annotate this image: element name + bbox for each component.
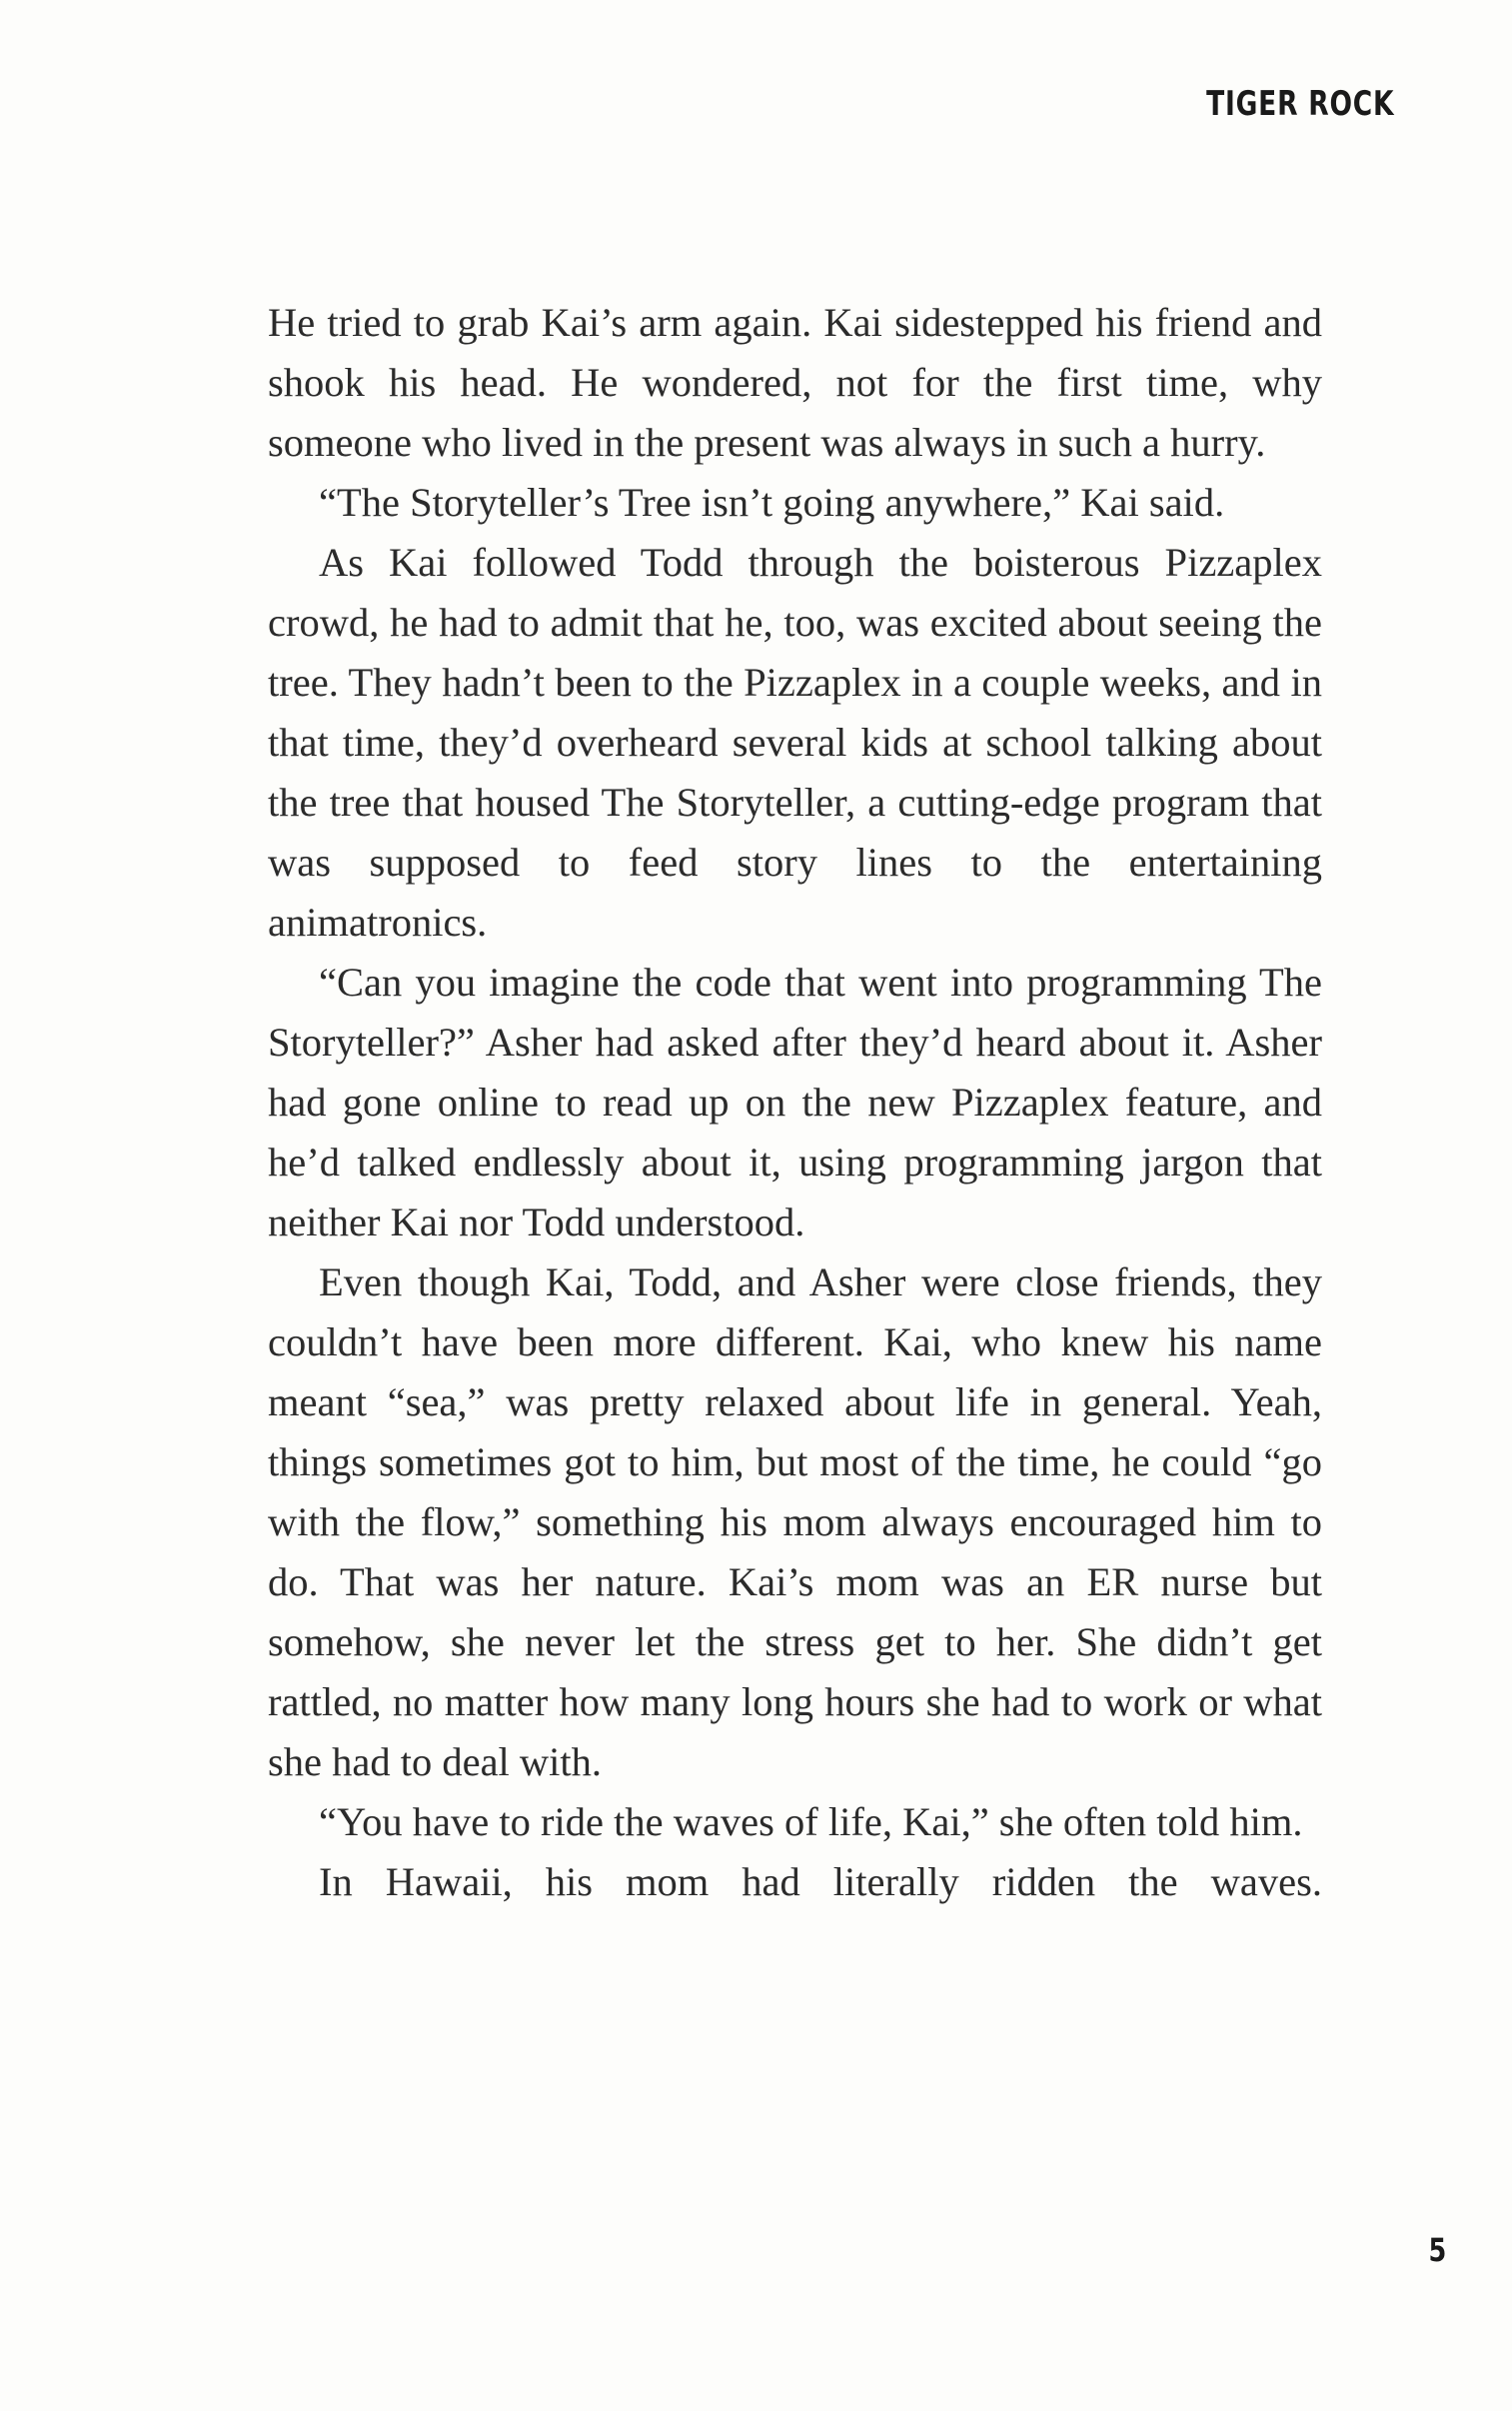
paragraph: “The Storyteller’s Tree isn’t going anywhere,” Kai said. — [319, 480, 1225, 525]
paragraph: Even though Kai, Todd, and Asher were close friends, they couldn’t have been more different. Kai, who knew his name meant “sea,” was pretty relaxed about life in general. Yeah, things sometimes got to him, but most of the time, he could “go with the flow,” something his mom always encouraged him to do. That was her nature. Kai’s mom was an ER nurse but somehow, she never let the stress get to her. She didn’t get rattled, no matter how many long hours she had to work or what she had to deal with. — [268, 1259, 1322, 1784]
paragraph: In Hawaii, his mom had literally ridden the waves. — [319, 1859, 1322, 1904]
paragraph: “Can you imagine the code that went into programming The Storyteller?” Asher had asked after they’d heard about it. Asher had gone online to read up on the new Pizzaplex feature, and he’d talked endlessly about it, using programming jargon that neither Kai nor Todd understood. — [268, 960, 1322, 1244]
running-head: TIGER ROCK — [1205, 84, 1394, 124]
paragraph: “You have to ride the waves of life, Kai,” she often told him. — [319, 1799, 1303, 1844]
page-number: 5 — [1428, 2231, 1446, 2269]
body-text — [268, 293, 1322, 1912]
paragraph: He tried to grab Kai’s arm again. Kai sidestepped his friend and shook his head. He wondered, not for the first time, why someone who lived in the present was always in such a hurry. — [268, 300, 1322, 465]
paragraph: As Kai followed Todd through the boisterous Pizzaplex crowd, he had to admit that he, too, was excited about seeing the tree. They hadn’t been to the Pizzaplex in a couple weeks, and in that time, they’d overheard several kids at school talking about the tree that housed The Storyteller, a cutting-edge program that was supposed to feed story lines to the entertaining animatronics. — [268, 540, 1322, 945]
